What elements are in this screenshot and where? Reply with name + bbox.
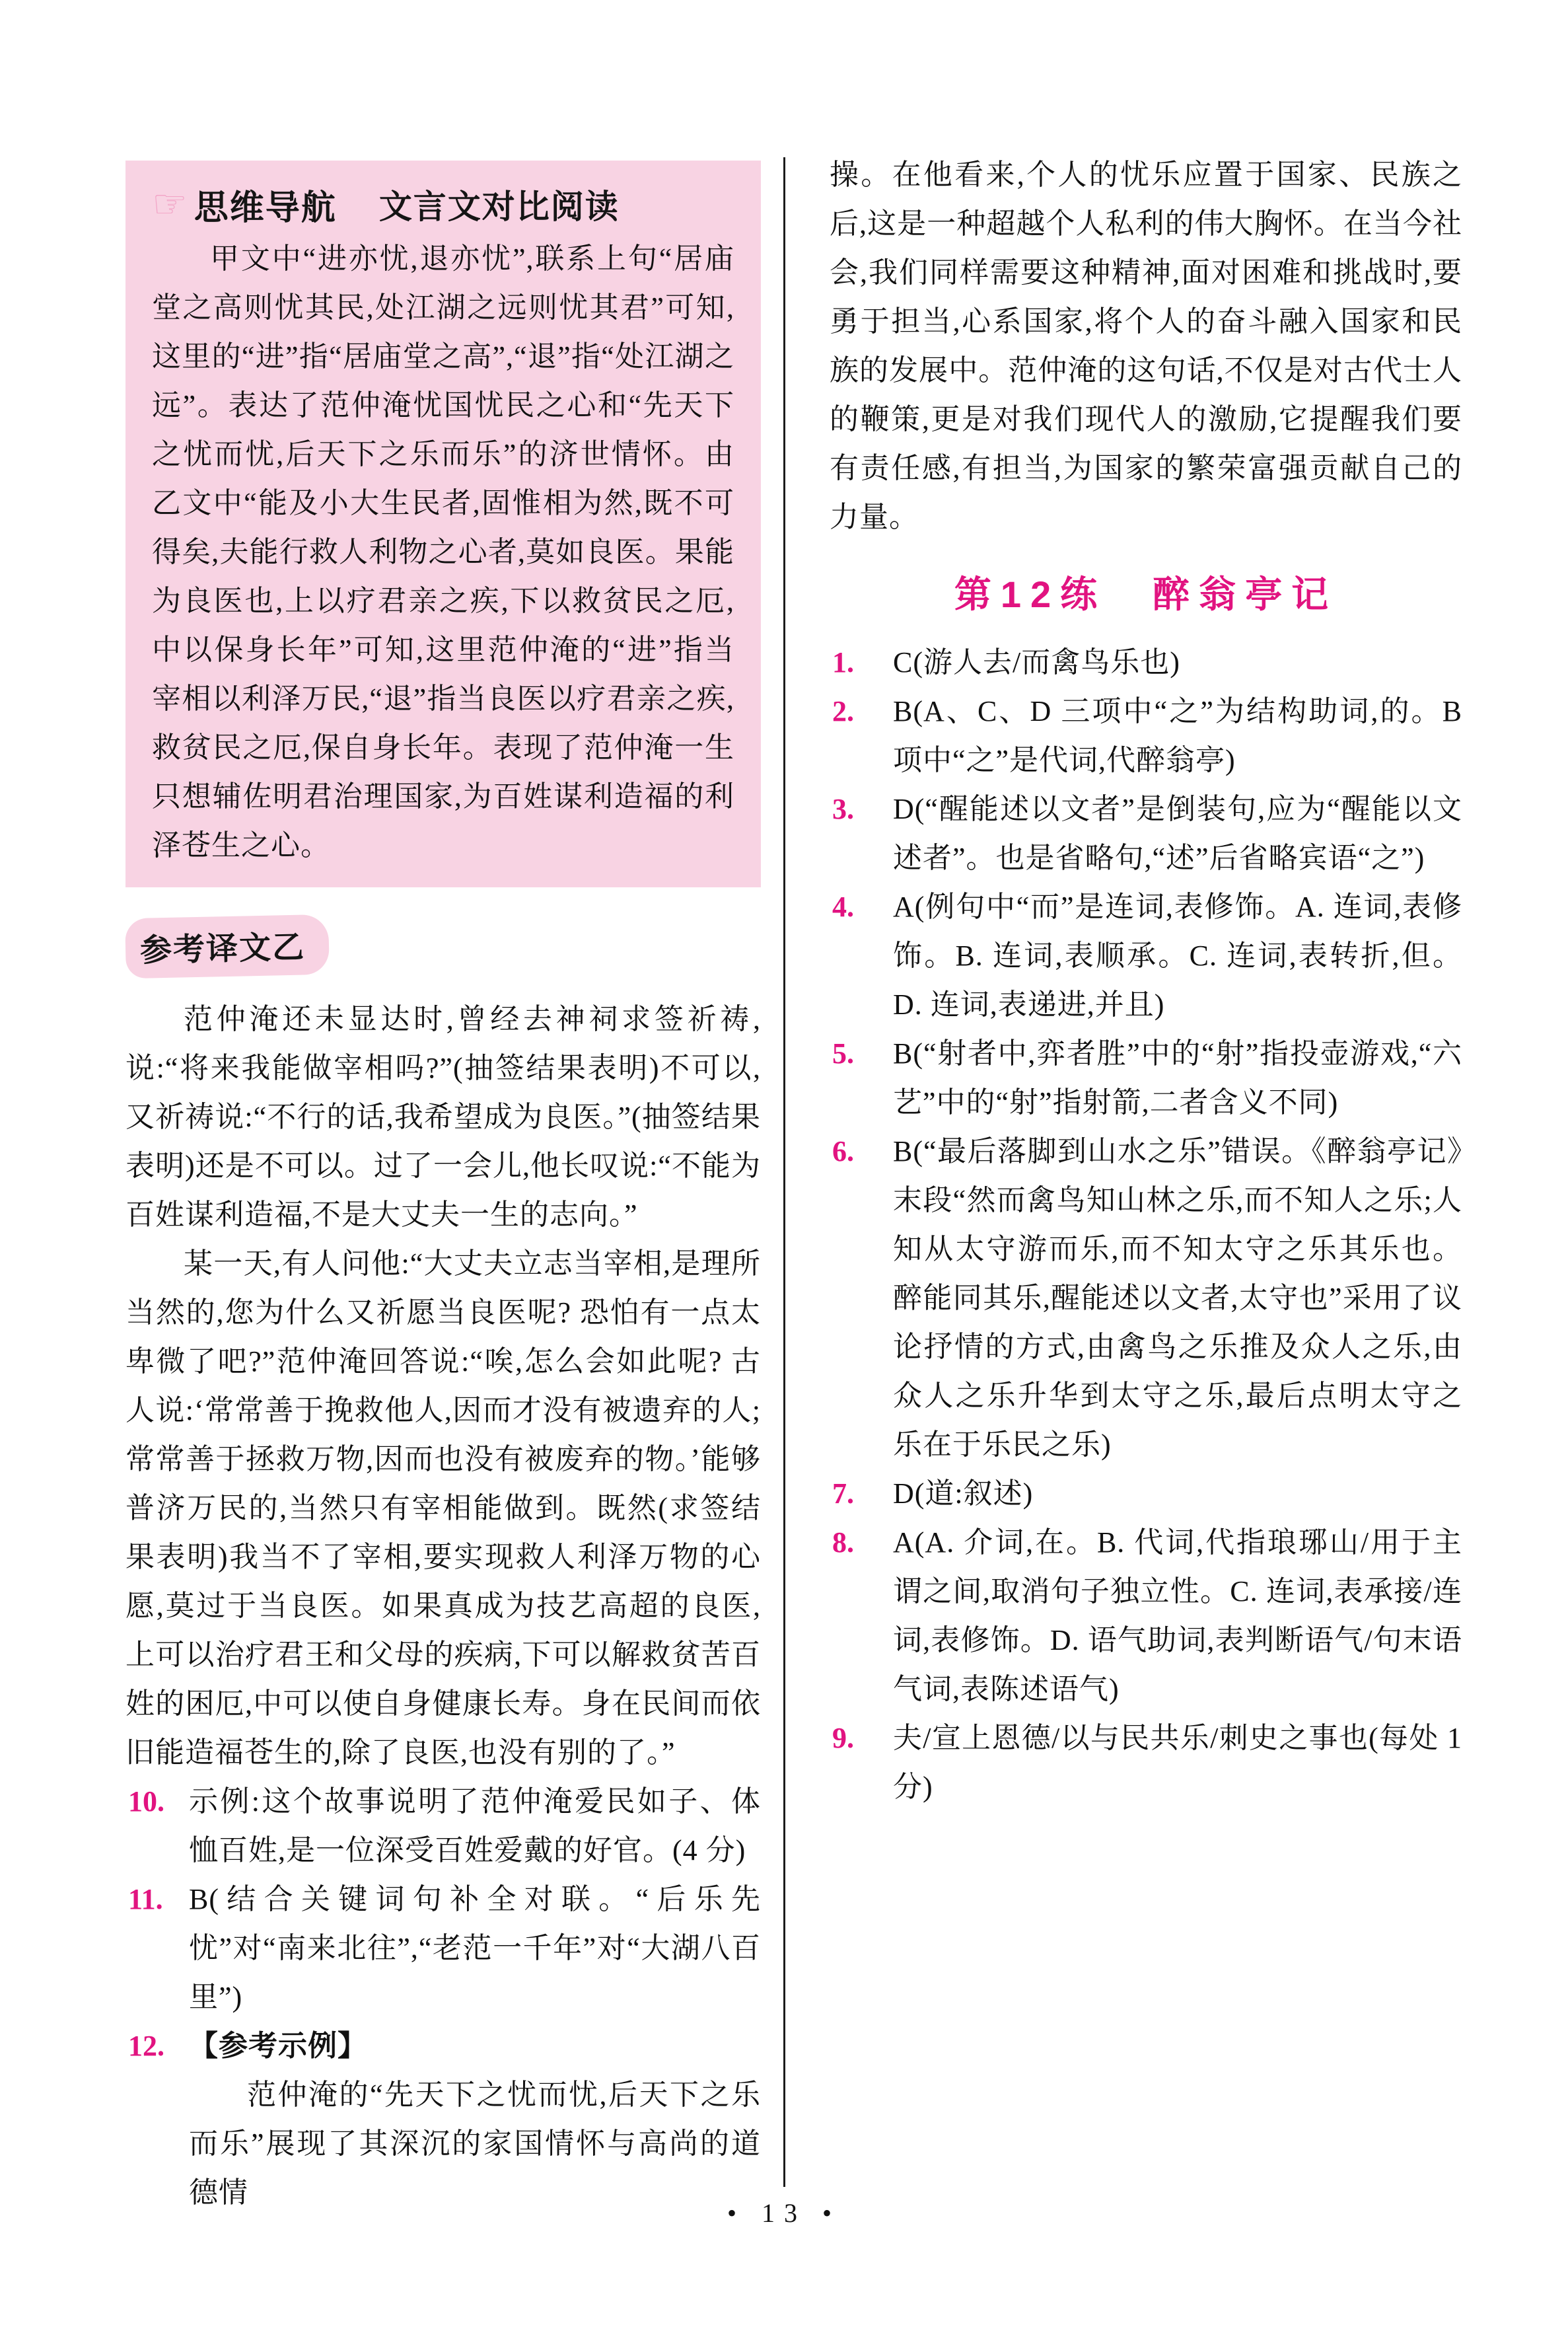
answer-item-9 (830, 1714, 1462, 1812)
answer-item-2 (830, 687, 1462, 785)
section-heading: 第12练 醉翁亭记 (954, 573, 1338, 615)
item-number: 10. (128, 1785, 164, 1818)
item-text (189, 2022, 761, 2217)
item-text: B(A、C、D 三项中“之”为结构助词,的。B 项中“之”是代词,代醉翁亭) (893, 695, 1462, 776)
continuation-paragraph: 操。在他看来,个人的忧乐应置于国家、民族之后,这是一种超越个人私利的伟大胸怀。在当今社会,我们同样需要这种精神,面对困难和挑战时,要勇于担当,心系国家,将个人的奋斗融入国家和民族的发展中。范仲淹的这句话,不仅是对古代士人的鞭策,更是对我们现代人的激励,它提醒我们要有责任感,有担当,为国家的繁荣富强贡献自己的力量。 (830, 159, 1462, 533)
item-text: B(结合关键词句补全对联。“后乐先忧”对“南来北往”,“老范一千年”对“大湖八百里”) (189, 1883, 761, 2013)
reference-example-body: 范仲淹的“先天下之忧而忧,后天下之乐而乐”展现了其深沉的家国情怀与高尚的道德情 (189, 2079, 761, 2209)
mind-nav-subtitle: 文言文对比阅读 (378, 188, 620, 225)
item-number: 3. (832, 793, 854, 825)
item-text: B(“最后落脚到山水之乐”错误。《醉翁亭记》末段“然而禽鸟知山林之乐,而不知人之乐;人知从太守游而乐,而不知太守之乐其乐也。醉能同其乐,醒能述以文者,太守也”采用了议论抒情的方式,由禽鸟之乐推及众人之乐,由众人之乐升华到太守之乐,最后点明太守之乐在于乐民之乐) (893, 1135, 1462, 1461)
translation-title: 参考译文乙 (125, 914, 330, 978)
item-number: 1. (832, 646, 854, 679)
item-number: 11. (128, 1883, 163, 1915)
item-text: C(游人去/而禽鸟乐也) (893, 646, 1180, 679)
left-column (125, 161, 761, 2217)
column-divider (783, 157, 785, 2187)
page-number: • 13 • (727, 2198, 841, 2228)
item-number: 7. (832, 1477, 854, 1510)
reference-example-label: 【参考示例】 (189, 2030, 367, 2062)
item-number: 12. (128, 2030, 164, 2062)
answer-item-5 (830, 1029, 1462, 1127)
item-text: 示例:这个故事说明了范仲淹爱民如子、体恤百姓,是一位深受百姓爱戴的好官。(4 分) (189, 1785, 761, 1866)
item-number: 6. (832, 1135, 854, 1167)
answer-item-6 (830, 1127, 1462, 1469)
translation-title-wrap (125, 916, 761, 977)
item-number: 8. (832, 1526, 854, 1559)
mind-nav-body: 甲文中“进亦忧,退亦忧”,联系上句“居庙堂之高则忧其民,处江湖之远则忧其君”可知,这里的“进”指“居庙堂之高”,“退”指“处江湖之远”。表达了范仲淹忧国忧民之心和“先天下之忧而忧,后天下之乐而乐”的济世情怀。由乙文中“能及小大生民者,固惟相为然,既不可得矣,夫能行救人利物之心者,莫如良医。果能为良医也,上以疗君亲之疾,下以救贫民之厄,中以保身长年”可知,这里范仲淹的“进”指当宰相以利泽万民,“退”指当良医以疗君亲之疾,救贫民之厄,保自身长年。表现了范仲淹一生只想辅佐明君治理国家,为百姓谋利造福的利泽苍生之心。 (152, 242, 734, 862)
item-text: A(例句中“而”是连词,表修饰。A. 连词,表修饰。B. 连词,表顺承。C. 连词,表转折,但。D. 连词,表递进,并且) (893, 891, 1462, 1021)
translation-paragraph-1: 范仲淹还未显达时,曾经去神祠求签祈祷,说:“将来我能做宰相吗?”(抽签结果表明)不可以,又祈祷说:“不行的话,我希望成为良医。”(抽签结果表明)还是不可以。过了一会儿,他长叹说:“不能为百姓谋利造福,不是大丈夫一生的志向。” (125, 1003, 761, 1231)
item-number: 5. (832, 1037, 854, 1070)
answer-item-10 (125, 1777, 761, 1875)
item-text: D(“醒能述以文者”是倒装句,应为“醒能以文述者”。也是省略句,“述”后省略宾语“之”) (893, 793, 1462, 874)
right-column (830, 151, 1462, 1812)
mind-nav-header (152, 178, 734, 231)
answer-item-7 (830, 1469, 1462, 1518)
item-text: 夫/宣上恩德/以与民共乐/刺史之事也(每处 1 分) (893, 1722, 1462, 1803)
translation-paragraph-2: 某一天,有人问他:“大丈夫立志当宰相,是理所当然的,您为什么又祈愿当良医呢? 恐怕有一点太卑微了吧?”范仲淹回答说:“唉,怎么会如此呢? 古人说:‘常常善于挽救他人,因而才没有被遗弃的人;常常善于拯救万物,因而也没有被废弃的物。’能够普济万民的,当然只有宰相能做到。既然(求签结果表明)我当不了宰相,要实现救人利泽万物的心愿,莫过于当良医。如果真成为技艺高超的良医,上可以治疗君王和父母的疾病,下可以解救贫苦百姓的困厄,中可以使自身健康长寿。身在民间而依旧能造福苍生的,除了良医,也没有别的了。” (125, 1247, 761, 1769)
answer-item-11 (125, 1875, 761, 2022)
item-number: 2. (832, 695, 854, 727)
answer-item-8 (830, 1518, 1462, 1714)
answer-item-12 (125, 2022, 761, 2217)
mind-nav-title: 思维导航 (194, 188, 337, 227)
answer-item-3 (830, 785, 1462, 883)
item-number: 9. (832, 1722, 854, 1754)
item-text: D(道:叙述) (893, 1477, 1034, 1510)
item-text: B(“射者中,弈者胜”中的“射”指投壶游戏,“六艺”中的“射”指射箭,二者含义不同) (893, 1037, 1462, 1119)
pointing-hand-icon: ☞ (152, 181, 188, 227)
answer-item-4 (830, 883, 1462, 1029)
item-text: A(A. 介词,在。B. 代词,代指琅琊山/用于主谓之间,取消句子独立性。C. 连词,表承接/连词,表修饰。D. 语气助词,表判断语气/句末语气词,表陈述语气) (893, 1526, 1462, 1705)
mind-nav-box (125, 161, 761, 887)
item-number: 4. (832, 891, 854, 923)
answer-item-1 (830, 638, 1462, 687)
